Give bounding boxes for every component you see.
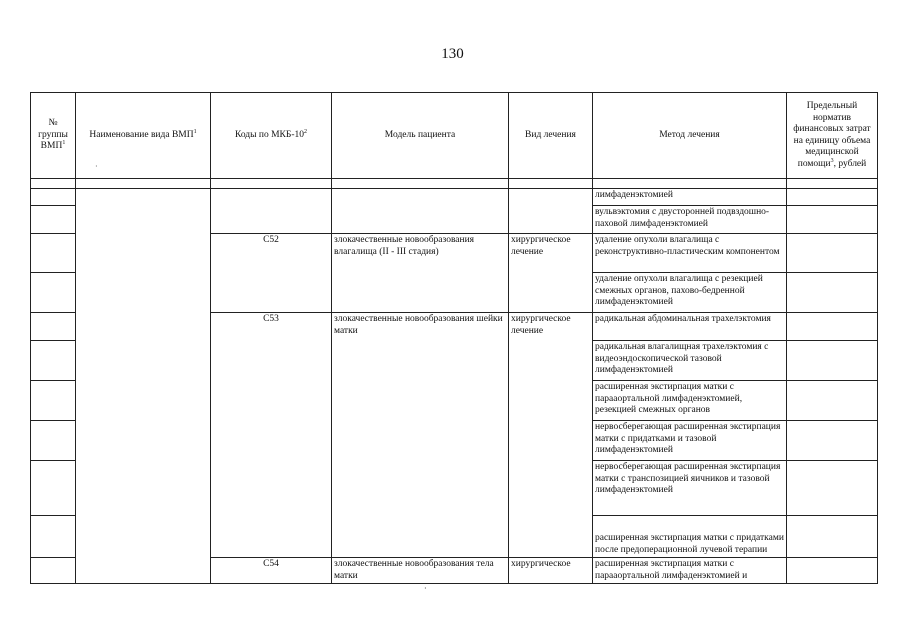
treatment-type-cell: хирургическое лечение (509, 313, 593, 558)
method-cell: расширенная экстирпация матки с придатками после предоперационной лучевой терапии (593, 516, 787, 558)
table-header-row (31, 93, 878, 179)
icd-code-cell: C52 (211, 234, 332, 313)
method-cell: нервосберегающая расширенная экстирпация матки с придатками и тазовой лимфаденэктомией (593, 421, 787, 461)
header-type-name: Наименование вида ВМП$^1$ (76, 93, 211, 179)
scan-mark: · (424, 584, 427, 593)
patient-model-cell: злокачественные новообразования влагалища (II - III стадия) (332, 234, 509, 313)
method-cell: удаление опухоли влагалища с резекцией смежных органов, пахово-бедренной лимфаденэктомией (593, 273, 787, 313)
header-method: Метод лечения (593, 93, 787, 179)
header-group-no: № группы ВМП$^1$ (31, 93, 76, 179)
method-cell: вульвэктомия с двусторонней подвздошно-паховой лимфаденэктомией (593, 206, 787, 234)
patient-model-cell: злокачественные новообразования шейки матки (332, 313, 509, 558)
method-cell: расширенная экстирпация матки с парааортальной лимфаденэктомией и (593, 558, 787, 584)
method-cell: удаление опухоли влагалища с реконструктивно-пластическим компонентом (593, 234, 787, 273)
icd-code-cell: C54 (211, 558, 332, 584)
treatment-type-cell: хирургическое (509, 558, 593, 584)
table-row (31, 179, 878, 189)
header-patient-model: Модель пациента (332, 93, 509, 179)
method-cell: расширенная экстирпация матки с парааортальной лимфаденэктомией, резекцией смежных органов (593, 381, 787, 421)
type-name-cell (76, 189, 211, 584)
header-norm: Предельный норматив финансовых затрат на единицу объема медицинской помощи$^3$, рублей (787, 93, 878, 179)
method-cell: лимфаденэктомией (593, 189, 787, 206)
method-cell: радикальная абдоминальная трахелэктомия (593, 313, 787, 341)
treatment-type-cell: хирургическое лечение (509, 234, 593, 313)
scan-mark: · (95, 162, 98, 171)
patient-model-cell: злокачественные новообразования тела матки (332, 558, 509, 584)
icd-code-cell: C53 (211, 313, 332, 558)
header-treatment-type: Вид лечения (509, 93, 593, 179)
table-row (31, 189, 878, 206)
vmp-table (30, 92, 878, 584)
method-cell: нервосберегающая расширенная экстирпация матки с транспозицией яичников и тазовой лимфаденэктомией (593, 461, 787, 516)
page-number: 130 (441, 46, 464, 62)
method-cell: радикальная влагалищная трахелэктомия с видеоэндоскопической тазовой лимфаденэктомией (593, 341, 787, 381)
header-codes: Коды по МКБ-$10^2$ (211, 93, 332, 179)
